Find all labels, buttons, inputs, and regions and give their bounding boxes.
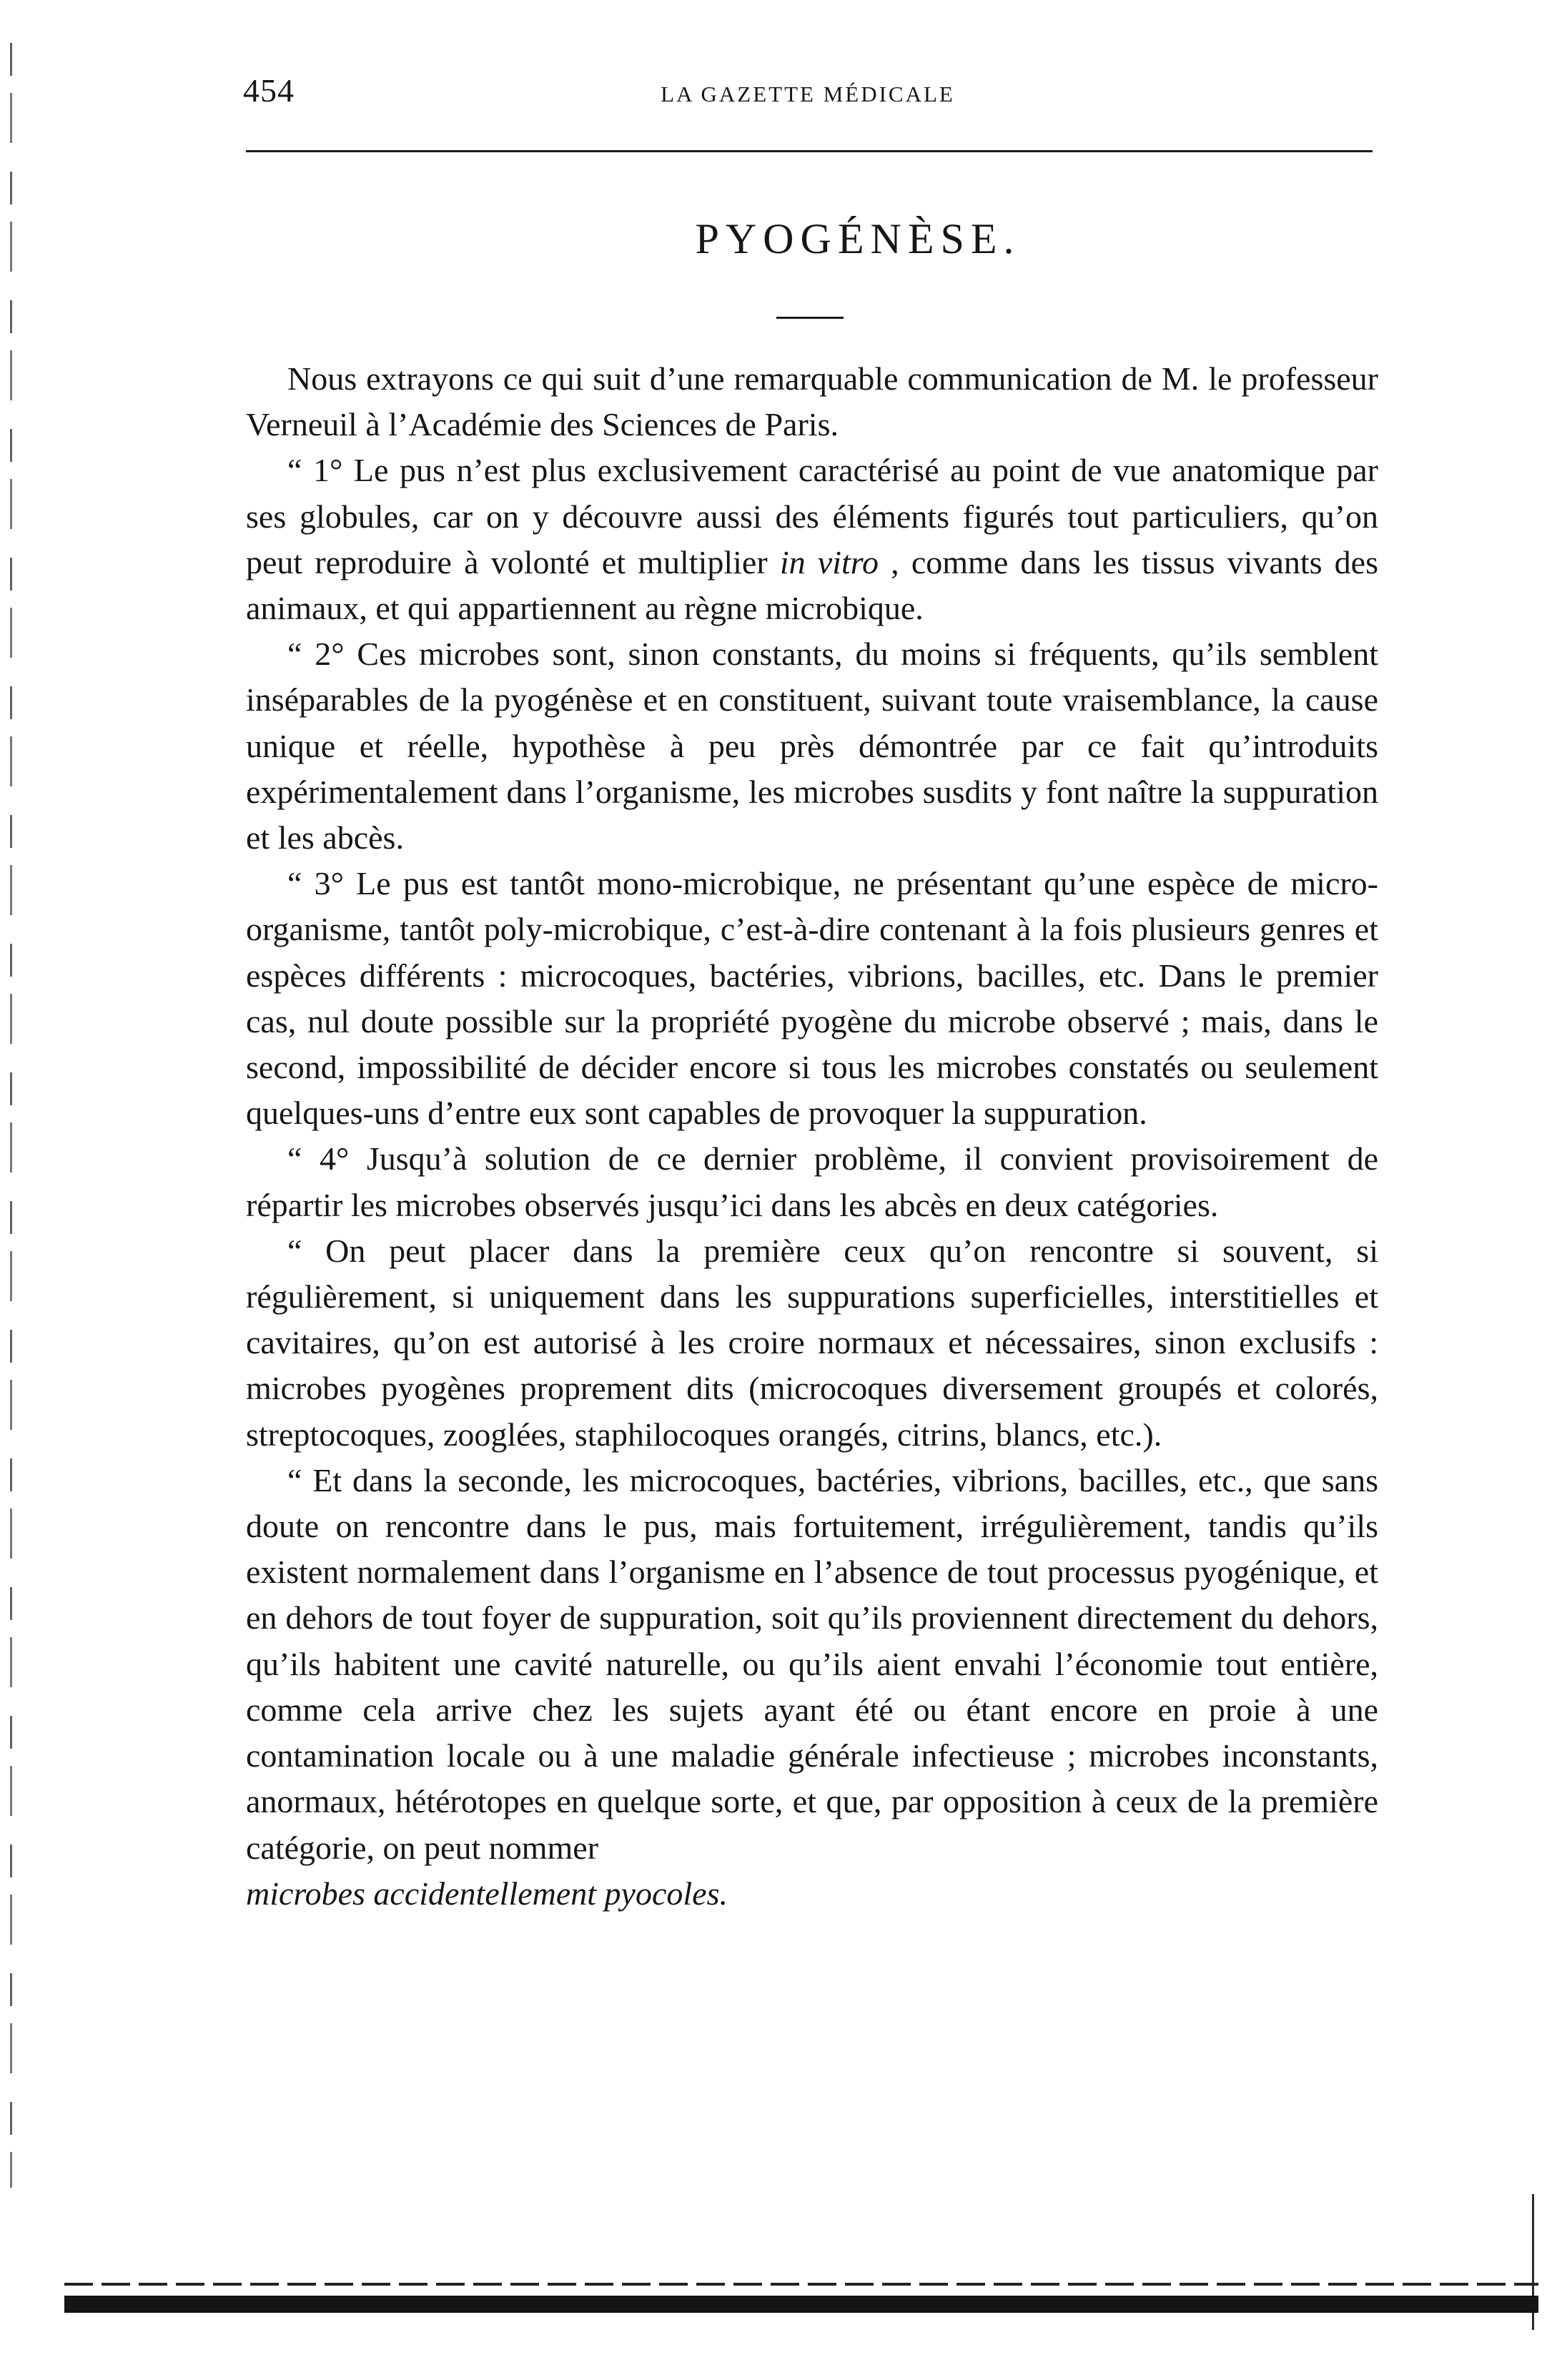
italic-phrase: in vitro xyxy=(779,543,879,581)
scan-bottom-band xyxy=(64,2283,1538,2314)
scan-edge-mark xyxy=(10,43,12,2188)
paragraph: “ On peut placer dans la première ceux qu’on rencontre si souvent, si régulièrement, si uniquement dans les suppurations superficielles, interstitielles et cavitaires, qu’on est autorisé à les croire normaux et nécessaires, sinon exclusifs : microbes pyogènes proprement dits (microcoques diversement groupés et colorés, streptocoques, zooglées, staphilocoques orangés, citrins, blancs, etc.). xyxy=(246,1232,1378,1453)
italic-phrase: microbes accidentellement pyocoles. xyxy=(246,1875,728,1912)
article-title: PYOGÉNÈSE. xyxy=(695,215,1021,262)
article-body xyxy=(246,356,1378,1917)
running-head: LA GAZETTE MÉDICALE xyxy=(661,82,955,107)
header-rule xyxy=(246,150,1373,152)
paragraph xyxy=(246,448,1378,631)
paragraph-text: “ 1° Le pus n’est plus exclusivement caractérisé au point de vue anatomique par ses globules, car on y découvre aussi des éléments figurés tout particuliers, qu’on peut reproduire à volonté et multiplier xyxy=(246,452,1378,581)
page-header xyxy=(243,71,1373,114)
paragraph: “ Et dans la seconde, les microcoques, bactéries, vibrions, bacilles, etc., que sans doute on rencontre dans le pus, mais fortuitement, irrégulièrement, tandis qu’ils existent normalement dans l’organisme en l’absence de tout processus pyogénique, et en dehors de tout foyer de suppuration, soit qu’ils proviennent directement du dehors, qu’ils habitent une cavité naturelle, ou qu’ils aient envahi l’économie tout entière, comme cela arrive chez les sujets ayant été ou étant encore en proie à une contamination locale ou à une maladie générale infectieuse ; microbes inconstants, anormaux, hétérotopes en quelque sorte, et que, par opposition à ceux de la première catégorie, on peut nommer xyxy=(246,1461,1378,1866)
paragraph: “ 4° Jusqu’à solution de ce dernier problème, il convient provisoirement de répartir les microbes observés jusqu’ici dans les abcès en deux catégories. xyxy=(246,1140,1378,1223)
paragraph: “ 3° Le pus est tantôt mono-microbique, ne présentant qu’une espèce de micro-organisme, tantôt poly-microbique, c’est-à-dire contenant à la fois plusieurs genres et espèces différents : microcoques, bactéries, vibrions, bacilles, etc. Dans le premier cas, nul doute possible sur la propriété pyogène du microbe observé ; mais, dans le second, impossibilité de décider encore si tous les microbes constatés ou seulement quelques-uns d’entre eux sont capables de provoquer la suppuration. xyxy=(246,865,1378,1132)
paragraph-final-line xyxy=(246,1871,1378,1917)
title-rule xyxy=(776,317,844,319)
paragraph: “ 2° Ces microbes sont, sinon constants, du moins si fréquents, qu’ils semblent inséparables de la pyogénèse et en constituent, suivant toute vraisemblance, la cause unique et réelle, hypothèse à peu près démontrée par ce fait qu’introduits expérimentalement dans l’organisme, les microbes susdits y font naître la suppuration et les abcès. xyxy=(246,636,1378,856)
paragraph-text: , comme dans les tissus vivants des animaux, et qui appartiennent au règne microbique. xyxy=(246,543,1379,627)
scan-edge-mark-bottom xyxy=(1521,2194,1538,2337)
paragraph: Nous extrayons ce qui suit d’une remarquable communication de M. le professeur Verneuil à l’Académie des Sciences de Paris. xyxy=(246,360,1378,443)
page-number: 454 xyxy=(243,72,295,109)
